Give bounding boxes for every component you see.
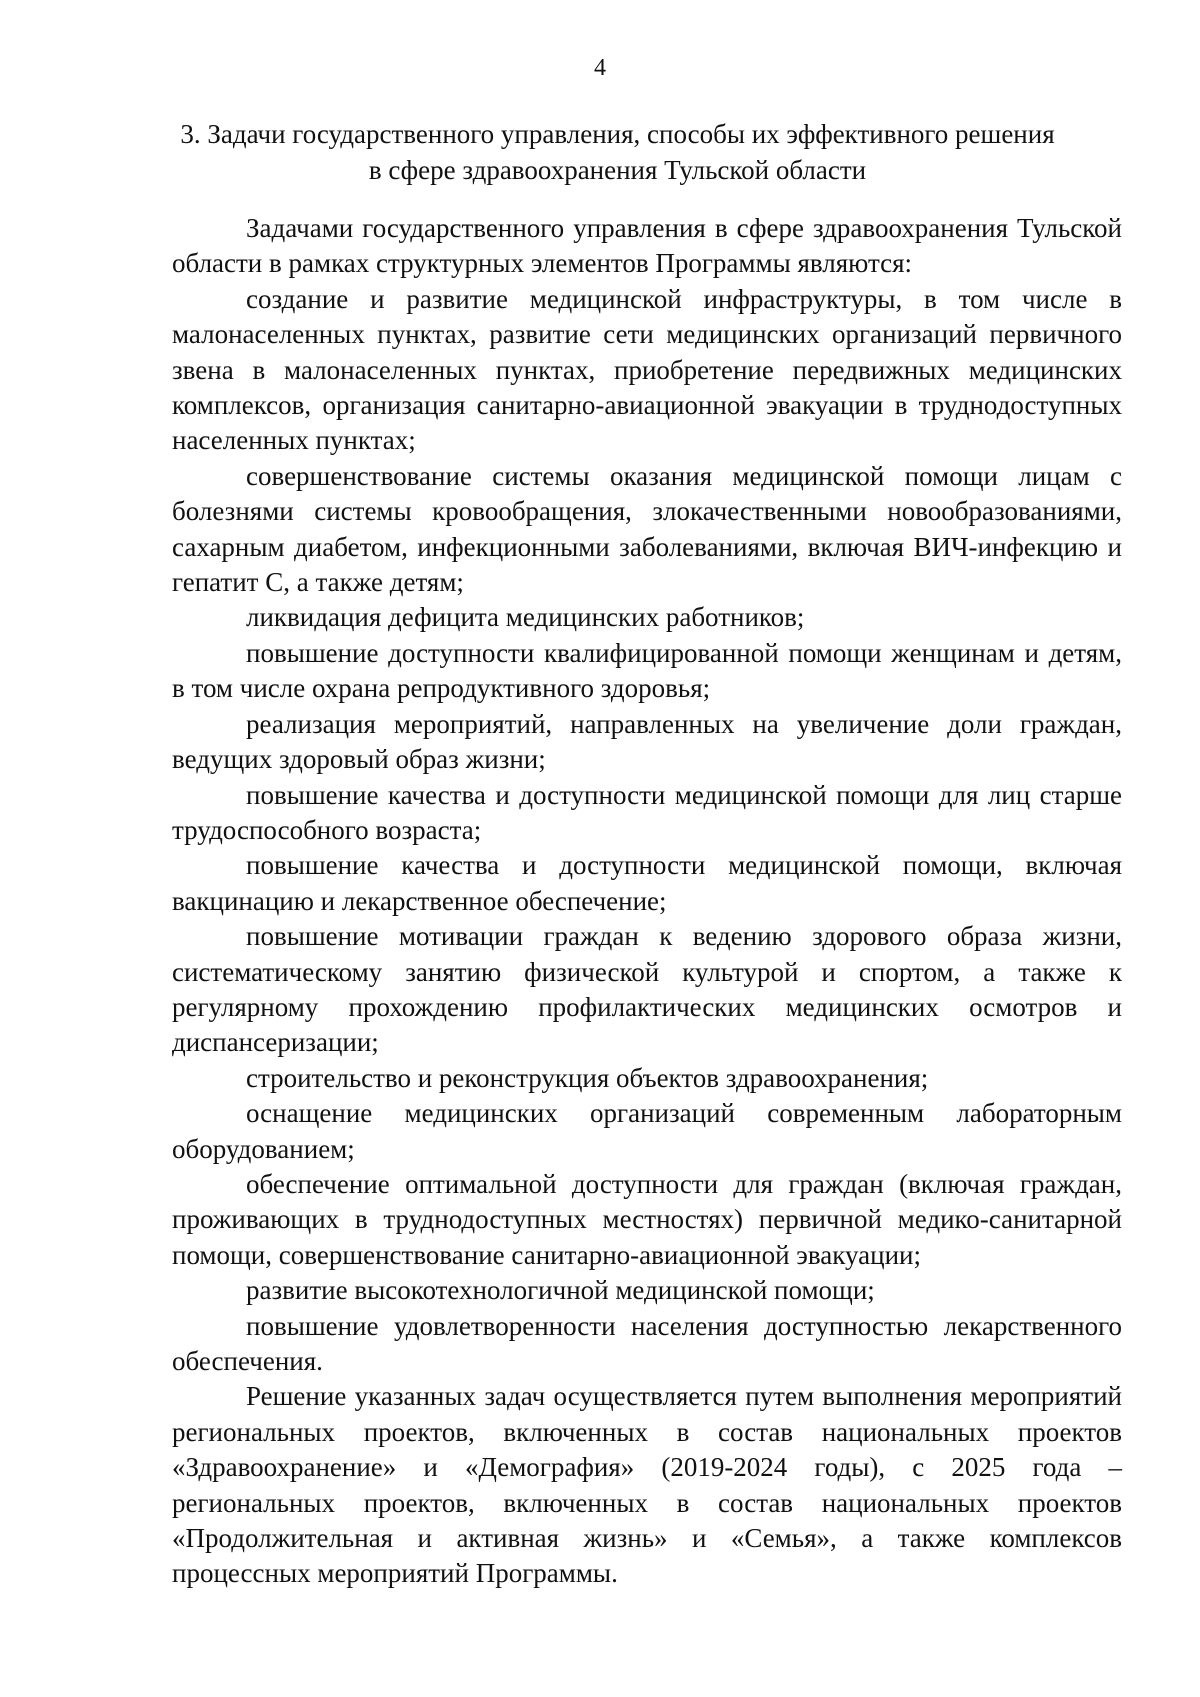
task-paragraph: ликвидация дефицита медицинских работников;	[246, 602, 805, 633]
task-paragraph: повышение доступности квалифицированной помощи женщинам и детям, в том числе охрана репродуктивного здоровья;	[172, 637, 1122, 704]
task-paragraph: повышение качества и доступности медицинской помощи, включая вакцинацию и лекарственное обеспечение;	[172, 850, 1122, 916]
task-paragraph: развитие высокотехнологичной медицинской помощи;	[246, 1275, 875, 1306]
task-paragraph: реализация мероприятий, направленных на увеличение доли граждан, ведущих здоровый образ жизни;	[172, 708, 1122, 775]
section-heading	[150, 116, 1085, 188]
task-paragraph: оснащение медицинских организаций современным лабораторным оборудованием;	[172, 1098, 1122, 1164]
section-heading-line-2: в сфере здравоохранения Тульской области	[368, 155, 867, 185]
task-paragraph: обеспечение оптимальной доступности для граждан (включая граждан, проживающих в труднодоступных местностях) первичной медико-санитарной помощи, совершенствование санитарно-авиационной эвакуации;	[172, 1168, 1122, 1270]
intro-paragraph: Задачами государственного управления в сфере здравоохранения Тульской области в рамках структурных элементов Программы являются:	[172, 213, 1122, 279]
task-paragraph: создание и развитие медицинской инфраструктуры, в том числе в малонаселенных пунктах, развитие сети медицинских организаций первичного звена в малонаселенных пунктах, приобретение передвижных медицинских комплексов, организация санитарно-авиационной эвакуации в труднодоступных населенных пунктах;	[172, 283, 1122, 456]
section-heading-line-1: 3. Задачи государственного управления, способы их эффективного решения	[180, 119, 1055, 149]
document-body	[172, 211, 1122, 1592]
task-paragraph: повышение удовлетворенности населения доступностью лекарственного обеспечения.	[172, 1310, 1122, 1376]
task-paragraph: строительство и реконструкция объектов здравоохранения;	[246, 1062, 929, 1093]
conclusion-paragraph: Решение указанных задач осуществляется путем выполнения мероприятий региональных проектов, включенных в состав национальных проектов «Здравоохранение» и «Демография» (2019-2024 годы), с 2025 года – региональных проектов, включенных в состав национальных проектов «Продолжительная и активная жизнь» и «Семья», а также комплексов процессных мероприятий Программы.	[172, 1381, 1122, 1589]
task-paragraph: совершенствование системы оказания медицинской помощи лицам с болезнями системы кровообращения, злокачественными новообразованиями, сахарным диабетом, инфекционными заболеваниями, включая ВИЧ-инфекцию и гепатит С, а также детям;	[172, 460, 1122, 598]
task-paragraph: повышение качества и доступности медицинской помощи для лиц старше трудоспособного возраста;	[172, 779, 1122, 845]
page-number: 4	[594, 55, 606, 81]
task-paragraph: повышение мотивации граждан к ведению здорового образа жизни, систематическому занятию физической культурой и спортом, а также к регулярному прохождению профилактических медицинских осмотров и диспансеризации;	[172, 921, 1122, 1058]
